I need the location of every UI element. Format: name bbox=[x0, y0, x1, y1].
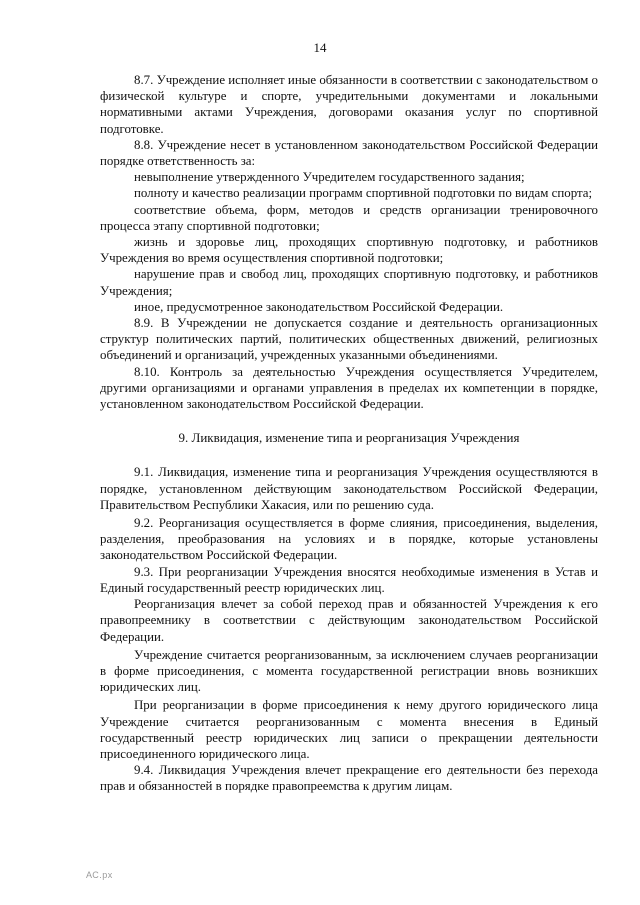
list-item-other: иное, предусмотренное законодательством Российской Федерации. bbox=[134, 299, 504, 314]
paragraph-9-2: 9.2. Реорганизация осуществляется в форме слияния, присоединения, выделения, разделения, преобразования на условиях и в порядке, которые установлены законодательством Российской Федерации. bbox=[100, 516, 598, 563]
list-item-training-process: соответствие объема, форм, методов и средств организации тренировочного процесса этапу спортивной подготовки; bbox=[100, 202, 598, 233]
page-number: 14 bbox=[313, 40, 327, 55]
paragraph-8-9: 8.9. В Учреждении не допускается создание и деятельность организационных структур политических партий, политических общественных движений, религиозных объединений и организаций, учрежденных указанными объединениями. bbox=[100, 316, 598, 363]
paragraph-9-3: 9.3. При реорганизации Учреждения вносятся необходимые изменения в Устав и Единый государственный реестр юридических лиц. bbox=[100, 564, 598, 595]
paragraph-9-1: 9.1. Ликвидация, изменение типа и реорганизация Учреждения осуществляются в порядке, установленном действующим законодательством Российской Федерации, Правительством Республики Хакасия, или по решению суда. bbox=[100, 465, 598, 512]
list-item-life-and-health: жизнь и здоровье лиц, проходящих спортивную подготовку, и работников Учреждения во время осуществления спортивной подготовки; bbox=[100, 235, 598, 266]
paragraph-accession: При реорганизации в форме присоединения к нему другого юридического лица Учреждение считается реорганизованным с момента внесения в Единый государственный реестр юридических лиц записи о прекращении деятельности присоединенного юридического лица. bbox=[100, 698, 598, 761]
paragraph-reorganization-transfer: Реорганизация влечет за собой переход прав и обязанностей Учреждения к его правопреемнику в соответствии с действующим законодательством Российской Федерации. bbox=[100, 597, 598, 644]
paragraph-reorganized-moment: Учреждение считается реорганизованным, за исключением случаев реорганизации в форме присоединения, с момента государственной регистрации вновь возникших юридических лиц. bbox=[100, 647, 598, 695]
paragraph-8-10: 8.10. Контроль за деятельностью Учреждения осуществляется Учредителем, другими организациями и органами управления в пределах их компетенции в порядке, установленном законодательством Российской Федерации. bbox=[100, 364, 598, 412]
document-body bbox=[100, 72, 598, 795]
list-item-state-assignment: невыполнение утвержденного Учредителем государственного задания; bbox=[134, 170, 525, 185]
footer-watermark: АС.рх bbox=[86, 870, 113, 880]
paragraph-8-8: 8.8. Учреждение несет в установленном законодательством Российской Федерации порядке ответственность за: bbox=[100, 137, 598, 169]
paragraph-8-7: 8.7. Учреждение исполняет иные обязанности в соответствии с законодательством о физической культуре и спорте, учредительными документами и локальными нормативными актами Учреждения, договорами оказания услуг по спортивной подготовке. bbox=[100, 73, 598, 136]
list-item-rights-violation: нарушение прав и свобод лиц, проходящих спортивную подготовку, и работников Учреждения; bbox=[100, 267, 598, 298]
paragraph-9-4: 9.4. Ликвидация Учреждения влечет прекращение его деятельности без перехода прав и обязанностей в порядке правопреемства к другим лицам. bbox=[100, 763, 598, 794]
section-title-9: 9. Ликвидация, изменение типа и реорганизация Учреждения bbox=[178, 430, 520, 446]
list-item-program-quality: полноту и качество реализации программ спортивной подготовки по видам спорта; bbox=[134, 186, 593, 201]
